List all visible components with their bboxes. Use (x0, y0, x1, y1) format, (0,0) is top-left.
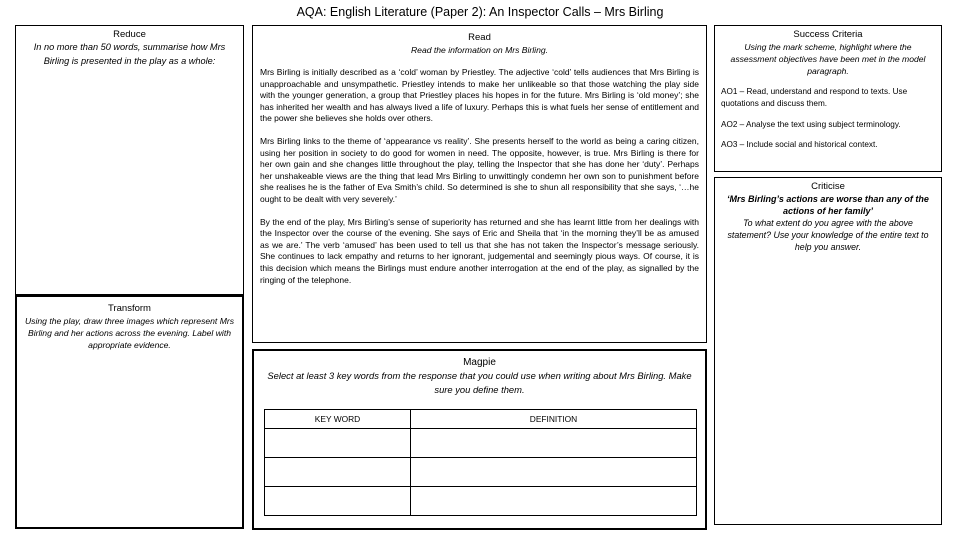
criteria-ao2: AO2 – Analyse the text using subject terminology. (721, 119, 901, 129)
criteria-ao1: AO1 – Read, understand and respond to texts. Use quotations and discuss them. (721, 87, 908, 108)
read-heading: Read (468, 32, 491, 43)
transform-instruction: Using the play, draw three images which represent Mrs Birling and her actions across the evening. Label with appropriate evidence. (24, 316, 235, 350)
criticise-box[interactable] (714, 177, 942, 525)
reduce-box[interactable] (15, 25, 244, 295)
page-title: AQA: English Literature (Paper 2): An Inspector Calls – Mrs Birling (296, 5, 664, 19)
success-criteria-heading: Success Criteria (793, 29, 863, 40)
criticise-instruction: To what extent do you agree with the above statement? Use your knowledge of the entire text to help you answer. (727, 218, 929, 252)
criteria-ao3: AO3 – Include social and historical context. (721, 140, 878, 150)
table-row (265, 429, 697, 458)
reduce-instruction: In no more than 50 words, summarise how Mrs Birling is presented in the play as a whole: (33, 42, 226, 66)
keyword-header: KEY WORD (265, 410, 411, 429)
criticise-heading: Criticise (811, 181, 845, 192)
read-paragraph-1: Mrs Birling is initially described as a ‘cold’ woman by Priestley. The adjective ‘cold’ tells audiences that Mrs Birling is unapproachable and unsympathetic. Priestley intends to make her unlikeable so that those watching the play side with the younger generation, a group that Priestley places his hopes in for the future. Mrs Birling is ‘old money’; she has inherited her wealth and has always lived a life of luxury. Perhaps this is what fuels her sense of entitlement and the power she believes she holds over others. (260, 67, 699, 124)
keyword-cell[interactable] (265, 429, 411, 458)
transform-box[interactable] (15, 295, 244, 529)
table-row (265, 458, 697, 487)
reduce-heading: Reduce (113, 29, 146, 40)
transform-heading: Transform (108, 303, 151, 314)
criticise-quote: ‘Mrs Birling’s actions are worse than any of the actions of her family’ (727, 194, 929, 216)
definition-header: DEFINITION (411, 410, 697, 429)
success-criteria-box (714, 25, 942, 172)
keyword-cell[interactable] (265, 458, 411, 487)
success-criteria-instruction: Using the mark scheme, highlight where the assessment objectives have been met in the model paragraph. (730, 42, 926, 76)
keyword-cell[interactable] (265, 487, 411, 516)
read-paragraph-3: By the end of the play, Mrs Birling’s sense of superiority has returned and she has learnt little from her dealings with the Inspector over the course of the evening. She says of Eric and Sheila that ‘in the morning they’ll be as amused as we are.’ The verb ‘amused’ has been used to tell us that she has not taken the Inspector’s message seriously. She continues to lack empathy and returns to her ignorant, judgemental and seemingly pious ways. Of course, it is this decision which means the Birlings must endure another interrogation at the end of the play, as signalled by the ringing of the telephone. (260, 216, 699, 285)
read-instruction: Read the information on Mrs Birling. (410, 45, 549, 55)
definition-cell[interactable] (411, 429, 697, 458)
read-box (252, 25, 707, 343)
read-paragraph-2: Mrs Birling links to the theme of ‘appearance vs reality’. She presents herself to the world as being a caring citizen, using her position in society to do good for women in need. The opposite, however, is true. Mrs Birling is there for her own gain and she changes little throughout the play, telling the Inspector that she has done her ‘duty’. Perhaps her unshakeable views are the thing that lead Mrs Birling to unwittingly condemn her own son to punishment before she realises he is the father of Eva Smith’s child. So determined is she to shun all responsibility that she says, ‘…he ought to be dealt with very severely.’ (260, 135, 699, 204)
definition-cell[interactable] (411, 458, 697, 487)
definition-cell[interactable] (411, 487, 697, 516)
magpie-box (252, 349, 707, 530)
keyword-table (264, 409, 697, 516)
table-row (265, 487, 697, 516)
magpie-instruction: Select at least 3 key words from the response that you could use when writing about Mrs Birling. Make sure you define them. (267, 370, 692, 395)
magpie-heading: Magpie (463, 357, 496, 368)
